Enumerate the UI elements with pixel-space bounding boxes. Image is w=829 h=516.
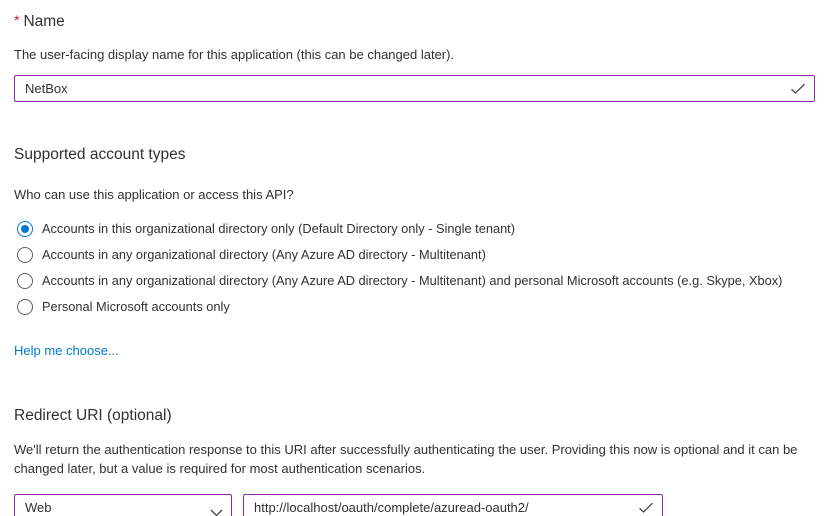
redirect-uri-input-container: [243, 494, 663, 516]
radio-button-icon[interactable]: [17, 221, 33, 237]
name-section-title-text: Name: [23, 13, 65, 30]
radio-button-icon[interactable]: [17, 247, 33, 263]
radio-option-multitenant-personal[interactable]: [14, 268, 815, 294]
name-input[interactable]: [14, 75, 815, 102]
required-asterisk: *: [14, 12, 20, 28]
radio-button-icon[interactable]: [17, 299, 33, 315]
name-input-container: [14, 75, 815, 102]
redirect-uri-title: Redirect URI (optional): [14, 407, 172, 424]
platform-select[interactable]: [14, 494, 232, 516]
radio-option-label: Personal Microsoft accounts only: [42, 299, 230, 314]
platform-select-value: Web: [25, 500, 52, 515]
redirect-uri-input[interactable]: [243, 494, 663, 516]
radio-button-icon[interactable]: [17, 273, 33, 289]
platform-select-container: [14, 494, 232, 516]
account-types-radio-group: [14, 216, 815, 320]
radio-option-label: Accounts in any organizational directory (Any Azure AD directory - Multitenant) and personal Microsoft accounts (e.g. Skype, Xbox): [42, 273, 783, 288]
account-types-title: Supported account types: [14, 146, 186, 163]
redirect-uri-row: [14, 494, 815, 516]
radio-option-label: Accounts in any organizational directory (Any Azure AD directory - Multitenant): [42, 247, 486, 262]
radio-option-label: Accounts in this organizational directory only (Default Directory only - Single tenant): [42, 221, 515, 236]
name-section-title: [14, 10, 815, 32]
radio-option-multitenant[interactable]: [14, 242, 815, 268]
radio-option-personal-only[interactable]: [14, 294, 815, 320]
account-types-question: Who can use this application or access this API?: [14, 187, 294, 202]
help-me-choose-link[interactable]: Help me choose...: [14, 343, 119, 358]
name-description: The user-facing display name for this application (this can be changed later).: [14, 47, 455, 62]
radio-option-single-tenant[interactable]: [14, 216, 815, 242]
redirect-uri-description: We'll return the authentication response to this URI after successfully authenticating the user. Providing this now is optional and it can be changed later, but a value is required for most authentication scenarios.: [14, 442, 798, 476]
